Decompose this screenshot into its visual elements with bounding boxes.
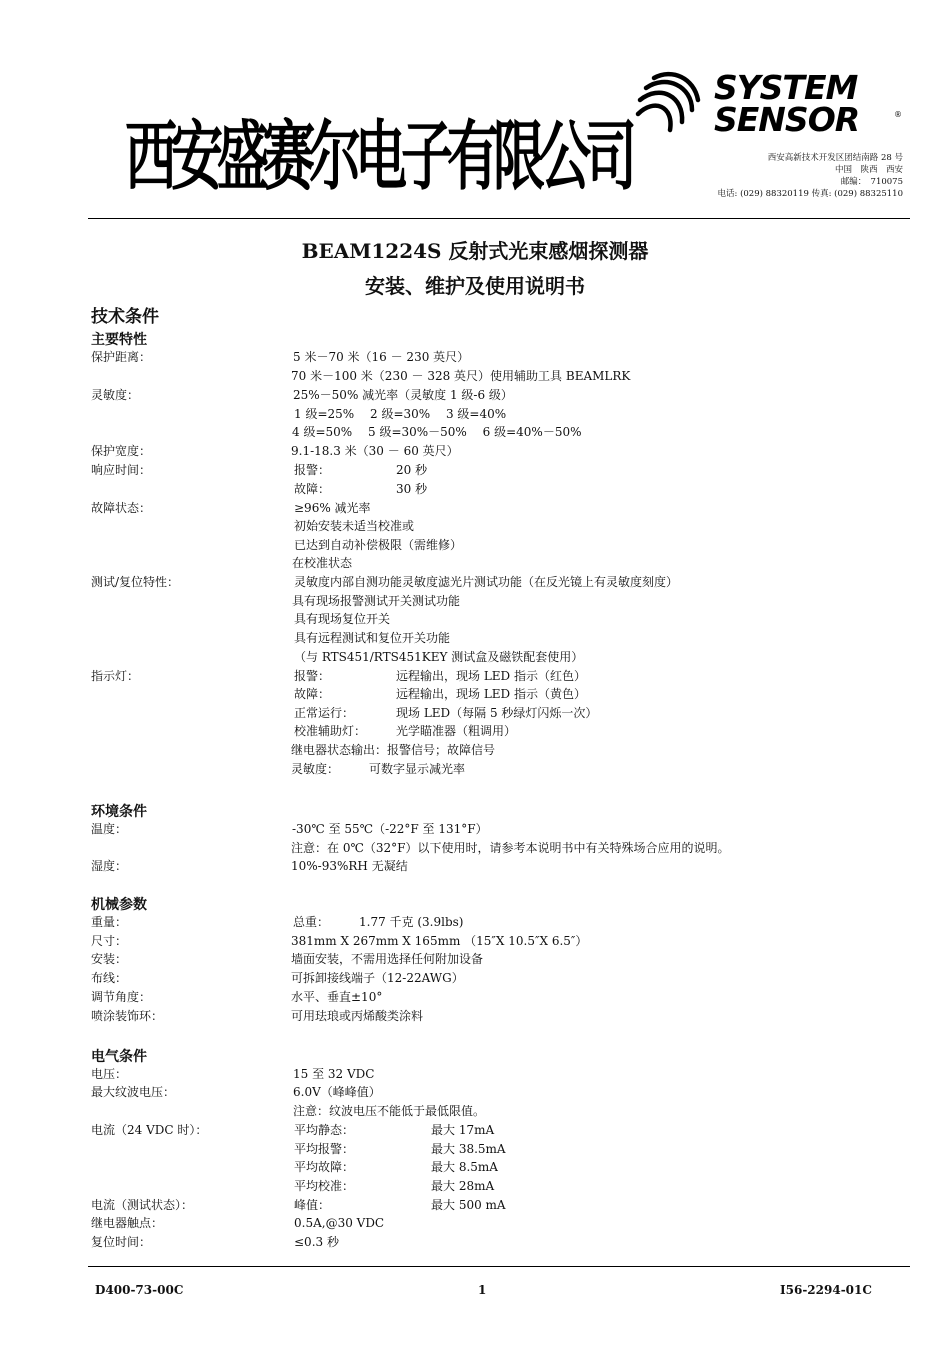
spec-value: 4 级=50% 5 级=30%－50% 6 级=40%－50% <box>292 425 582 439</box>
spec-label: 故障状态： <box>91 501 152 515</box>
logo-registered-mark: ® <box>894 110 902 119</box>
spec-subvalue: 20 秒 <box>396 463 428 477</box>
document-subtitle: 安装、维护及使用说明书 <box>365 274 585 298</box>
footer-page-number: 1 <box>478 1283 487 1297</box>
section-heading-elec: 电气条件 <box>91 1049 147 1065</box>
spec-label: 尺寸： <box>91 934 128 948</box>
spec-label: 继电器触点： <box>91 1216 164 1230</box>
spec-value: 25%－50% 减光率（灵敏度 1 级-6 级） <box>293 388 513 402</box>
spec-value: 墙面安装，不需用选择任何附加设备 <box>291 952 484 966</box>
spec-value: 10%-93%RH 无凝结 <box>291 859 408 873</box>
spec-value: 381mm X 267mm X 165mm （15″X 10.5″X 6.5″） <box>291 934 588 948</box>
spec-label: 电流（24 VDC 时）： <box>91 1123 208 1137</box>
header-divider <box>88 218 910 219</box>
spec-subkey: 平均静态： <box>294 1123 355 1137</box>
spec-value: 具有现场复位开关 <box>294 612 391 626</box>
spec-label: 保护距离： <box>91 350 152 364</box>
spec-label: 最大纹波电压： <box>91 1085 176 1099</box>
spec-subkey: 故障： <box>294 482 331 496</box>
spec-value: 注意：在 0℃（32°F）以下使用时，请参考本说明书中有关特殊场合应用的说明。 <box>291 841 730 855</box>
spec-value: -30℃ 至 55℃（-22°F 至 131°F） <box>292 822 488 836</box>
company-address <box>718 152 903 200</box>
company-name: 西安盛赛尔电子有限公司 <box>125 112 632 202</box>
address-line: 电话: (029) 88320119 传真: (029) 88325110 <box>717 189 903 199</box>
spec-value: 继电器状态输出：报警信号；故障信号 <box>291 743 496 757</box>
spec-subvalue: 最大 28mA <box>431 1179 495 1193</box>
spec-value: 水平、垂直±10° <box>291 990 383 1004</box>
spec-label: 指示灯： <box>91 669 140 683</box>
spec-value: （与 RTS451/RTS451KEY 测试盒及磁铁配套使用） <box>294 650 584 664</box>
spec-subvalue: 最大 17mA <box>431 1123 495 1137</box>
spec-subkey: 报警： <box>294 669 331 683</box>
spec-subvalue: 最大 8.5mA <box>431 1160 498 1174</box>
spec-label: 测试/复位特性： <box>91 575 180 589</box>
document-title: BEAM1224S 反射式光束感烟探测器 <box>301 239 649 263</box>
spec-label: 电流（测试状态）： <box>91 1198 194 1212</box>
spec-value: 70 米－100 米（230 － 328 英尺）使用辅助工具 BEAMLRK <box>291 369 631 383</box>
spec-label: 安装： <box>91 952 128 966</box>
address-line: 邮编： 710075 <box>840 177 903 187</box>
spec-value: 总重： 1.77 千克 (3.9lbs) <box>293 915 464 929</box>
spec-label: 湿度： <box>91 859 128 873</box>
spec-subkey: 平均校准： <box>294 1179 355 1193</box>
footer-divider <box>88 1266 910 1267</box>
spec-value: 灵敏度： 可数字显示减光率 <box>291 762 466 776</box>
spec-value: 6.0V（峰峰值） <box>293 1085 381 1099</box>
spec-subvalue: 最大 38.5mA <box>431 1142 506 1156</box>
spec-value: 初始安装未适当校准或 <box>294 519 415 533</box>
spec-label: 灵敏度： <box>91 388 140 402</box>
spec-subkey: 故障： <box>294 687 331 701</box>
spec-value: 0.5A,@30 VDC <box>294 1216 385 1230</box>
spec-value: 可用珐琅或丙烯酸类涂料 <box>291 1009 424 1023</box>
spec-value: 灵敏度内部自测功能灵敏度滤光片测试功能（在反光镜上有灵敏度刻度） <box>294 575 679 589</box>
section-heading-main: 主要特性 <box>91 332 147 348</box>
spec-label: 保护宽度： <box>91 444 152 458</box>
spec-label: 响应时间： <box>91 463 152 477</box>
spec-value: 注意：纹波电压不能低于最低限值。 <box>293 1104 486 1118</box>
system-sensor-logo <box>632 66 912 146</box>
spec-label: 温度： <box>91 822 128 836</box>
spec-subvalue: 30 秒 <box>396 482 428 496</box>
spec-value: ≥96% 减光率 <box>294 501 371 515</box>
spec-value: ≤0.3 秒 <box>294 1235 339 1249</box>
spec-subvalue: 最大 500 mA <box>431 1198 506 1212</box>
section-heading-mech: 机械参数 <box>91 897 147 913</box>
spec-label: 电压： <box>91 1067 128 1081</box>
spec-subkey: 峰值： <box>294 1198 331 1212</box>
spec-value: 已达到自动补偿极限（需维修） <box>294 538 463 552</box>
spec-subvalue: 远程输出，现场 LED 指示（黄色） <box>396 687 586 701</box>
spec-value: 具有现场报警测试开关测试功能 <box>292 594 461 608</box>
spec-subkey: 校准辅助灯： <box>294 724 367 738</box>
spec-value: 在校准状态 <box>292 556 353 570</box>
address-line: 中国 陕西 西安 <box>834 165 903 175</box>
spec-subvalue: 光学瞄准器（粗调用） <box>396 724 517 738</box>
section-heading-env: 环境条件 <box>91 804 147 820</box>
spec-subvalue: 现场 LED（每隔 5 秒绿灯闪烁一次） <box>396 706 598 720</box>
spec-value: 1 级=25% 2 级=30% 3 级=40% <box>294 407 507 421</box>
spec-value: 15 至 32 VDC <box>293 1067 375 1081</box>
spec-label: 复位时间： <box>91 1235 152 1249</box>
spec-label: 调节角度： <box>91 990 152 1004</box>
footer-form-code: I56-2294-01C <box>780 1283 872 1297</box>
spec-value: 5 米－70 米（16 － 230 英尺） <box>293 350 470 364</box>
spec-label: 重量： <box>91 915 128 929</box>
logo-text-system: SYSTEM <box>714 68 858 107</box>
spec-subvalue: 远程输出，现场 LED 指示（红色） <box>396 669 586 683</box>
spec-subkey: 平均故障： <box>294 1160 355 1174</box>
logo-swirl-icon <box>632 66 712 138</box>
spec-subkey: 报警： <box>294 463 331 477</box>
spec-value: 可拆卸接线端子（12-22AWG） <box>291 971 464 985</box>
spec-subkey: 正常运行： <box>294 706 355 720</box>
spec-label: 布线： <box>91 971 128 985</box>
address-line: 西安高新技术开发区团结南路 28 号 <box>767 153 903 163</box>
spec-subkey: 平均报警： <box>294 1142 355 1156</box>
spec-label: 喷涂装饰环： <box>91 1009 164 1023</box>
section-heading-tech: 技术条件 <box>91 307 159 327</box>
spec-value: 具有远程测试和复位开关功能 <box>294 631 451 645</box>
footer-doc-code: D400-73-00C <box>95 1283 184 1297</box>
spec-value: 9.1-18.3 米（30 － 60 英尺） <box>291 444 459 458</box>
logo-text-sensor: SENSOR <box>714 100 860 139</box>
